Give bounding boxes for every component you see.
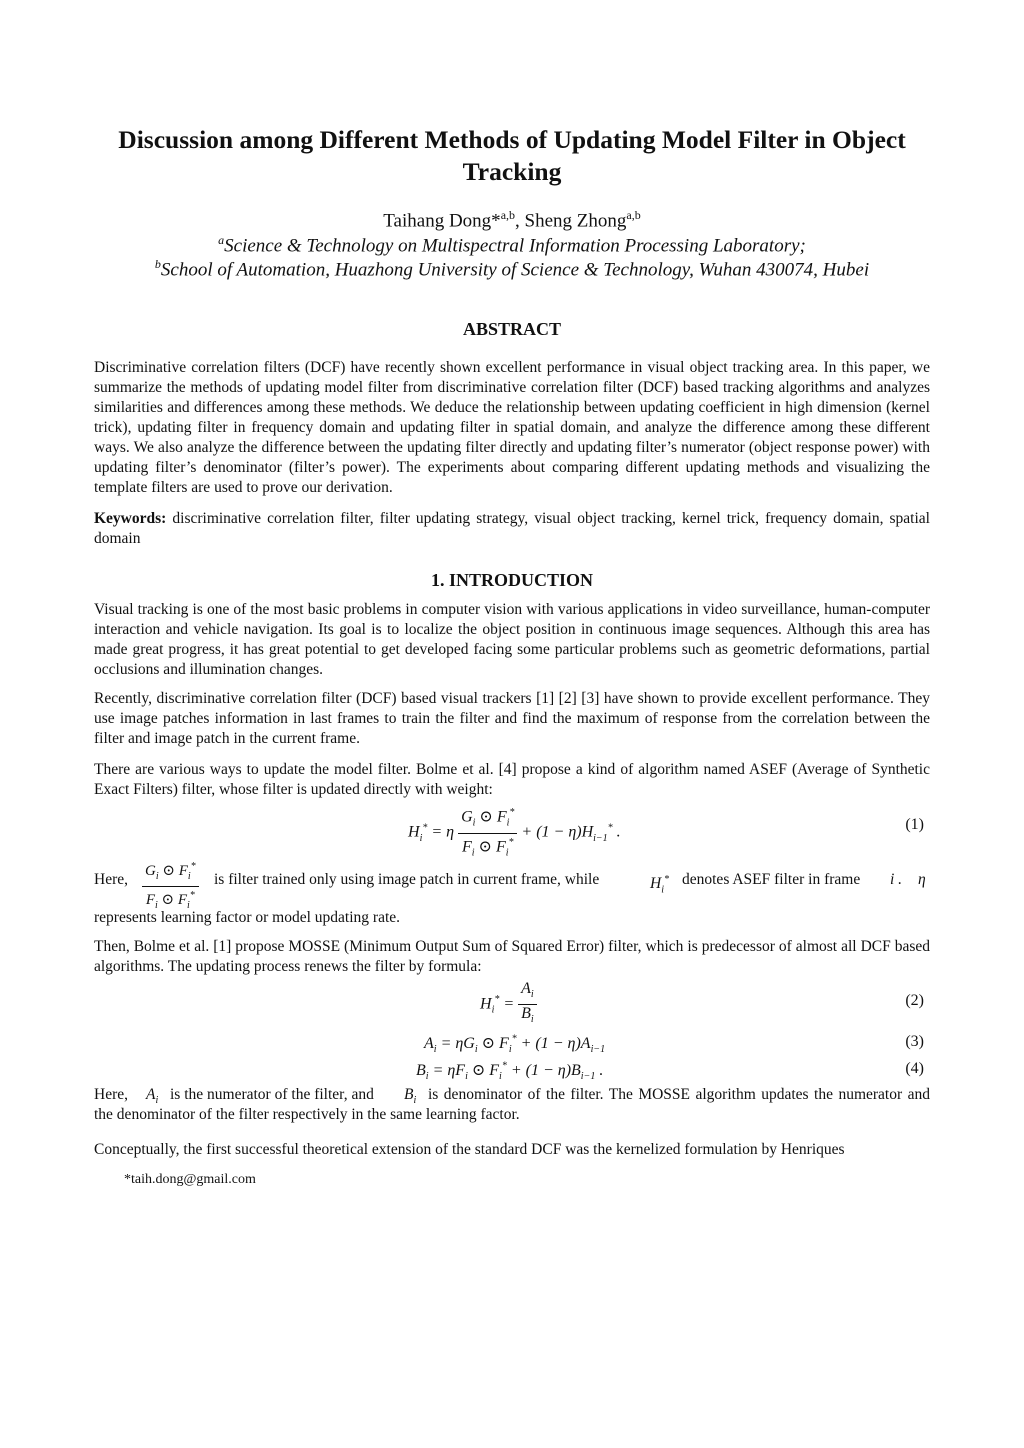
here-word: Here, [94, 1086, 128, 1103]
inline-math-i: i . [890, 871, 903, 888]
here-line-1 [94, 858, 930, 911]
inline-math-eta: η [918, 871, 926, 888]
equation-1-body: $H_i^* = \eta$ $\frac{G_i ⊙ F_i^*}{F_i ⊙ F_i^*}$ + $(1 - \eta)H_{i-1}^*$ . [408, 804, 621, 862]
intro-paragraph-4: Then, Bolme et al. [1] propose MOSSE (Minimum Output Sum of Squared Error) filter, which is predecessor of almost all DCF based algorithms. The updating process renews the filter by formula: [94, 938, 930, 975]
here-text: is filter trained only using image patch in current frame, while [214, 871, 600, 888]
keywords-label: Keywords: [94, 510, 167, 527]
inline-math-A: $A_i$ [146, 1086, 159, 1107]
intro-paragraph-2: Recently, discriminative correlation filter (DCF) based visual trackers [1] [2] [3] have shown to provide excellent performance. They use image patches information in last frames to train the filter and find the maximum of response from the correlation between the filter and image patch in the current frame. [94, 690, 930, 747]
keywords [94, 509, 930, 549]
here-line-1-continued: represents learning factor or model updating rate. [94, 909, 401, 926]
equation-2-body: $H_i^*$ = $\frac{A_i}{B_i}$ [480, 980, 537, 1029]
abstract-text: Discriminative correlation filters (DCF) have recently shown excellent performance in visual object tracking area. In this paper, we summarize the methods of updating model filter from discriminative correlation filter (DCF) based tracking algorithms and analyzes similarities and differences among these methods. We deduce the relationship between updating coefficient in high dimension (kernel trick), updating filter in frequency domain and updating filter in spatial domain, and analyze the difference among these different ways. We also analyze the difference between the updating filter directly and updating filter’s numerator (object response power) with updating filter’s denominator (filter’s power). The experiments about comparing different updating methods and visualizing the template filters are used to prove our derivation. [94, 359, 930, 496]
author-name: Sheng Zhong [524, 210, 627, 232]
author-affil-mark: a,b [626, 208, 641, 222]
paper-title: Discussion among Different Methods of Updating Model Filter in Object Tracking [118, 125, 906, 186]
equation-number: (4) [905, 1060, 924, 1077]
author-affil-mark: a,b [500, 208, 516, 222]
section-heading-introduction: 1. INTRODUCTION [430, 570, 594, 590]
equation-number: (3) [905, 1033, 924, 1050]
equation-number: (2) [905, 992, 924, 1009]
equation-4-body: $B_i = \eta F_i$ ⊙ $F_i^* + (1 - \eta)B_{i-1}$ . [416, 1060, 604, 1083]
footnote-email: *taih.dong@gmail.com [124, 1172, 256, 1187]
equation-3-body: $A_i = \eta G_i$ ⊙ $F_i^* + (1 - \eta)A_{i-1}$ [424, 1033, 606, 1056]
affiliation-text: Science & Technology on Multispectral Information Processing Laboratory; [224, 235, 806, 257]
affiliation-mark: a [218, 233, 225, 247]
here-text: denotes ASEF filter in frame [682, 871, 861, 888]
equation-1 [94, 804, 930, 859]
affiliation-b [94, 252, 930, 282]
affiliation-mark: b [154, 257, 161, 271]
intro-paragraph-1: Visual tracking is one of the most basic problems in computer vision with various applications in video surveillance, human-computer interaction and vehicle navigation. Its goal is to localize the object position in continuous image sequences. Although this area has made great progress, it has great potential to get developed facing some particular problems such as geometric deformations, partial occlusions and illumination changes. [94, 601, 930, 678]
intro-paragraph-5: Conceptually, the first successful theoretical extension of the standard DCF was the kernelized formulation by Henriques [94, 1141, 845, 1158]
here-line-2-continued: is denominator of the filter. The MOSSE algorithm updates the numerator and the denominator of the filter respectively in the same learning factor. [94, 1086, 930, 1123]
inline-math-B: $B_i$ [404, 1086, 417, 1107]
author-name: Taihang Dong* [383, 210, 501, 232]
affiliation-text: School of Automation, Huazhong University of Science & Technology, Wuhan 430074, Hubei [160, 259, 870, 281]
abstract-heading: ABSTRACT [462, 319, 562, 339]
equation-number: (1) [905, 816, 924, 833]
fraction: $\frac{G_i ⊙ F_i^*}{F_i ⊙ F_i^*}$ [458, 804, 517, 862]
inline-math-H: $H_i^*$ [650, 874, 669, 896]
here-text: is the numerator of the filter, and [170, 1086, 374, 1103]
equation-3 [94, 1033, 930, 1055]
equation-4 [94, 1060, 930, 1082]
here-word: Here, [94, 871, 128, 888]
inline-fraction: $\frac{G_i ⊙ F_i^*}{F_i ⊙ F_i^*}$ [142, 858, 199, 915]
equation-2 [94, 980, 930, 1026]
author-separator: , [515, 210, 525, 232]
keywords-text: discriminative correlation filter, filter updating strategy, visual object tracking, kernel trick, frequency domain, spatial domain [94, 510, 930, 547]
intro-paragraph-3: There are various ways to update the model filter. Bolme et al. [4] propose a kind of algorithm named ASEF (Average of Synthetic Exact Filters) filter, whose filter is updated directly with weight: [94, 761, 930, 798]
fraction: $\frac{A_i}{B_i}$ [518, 980, 537, 1029]
